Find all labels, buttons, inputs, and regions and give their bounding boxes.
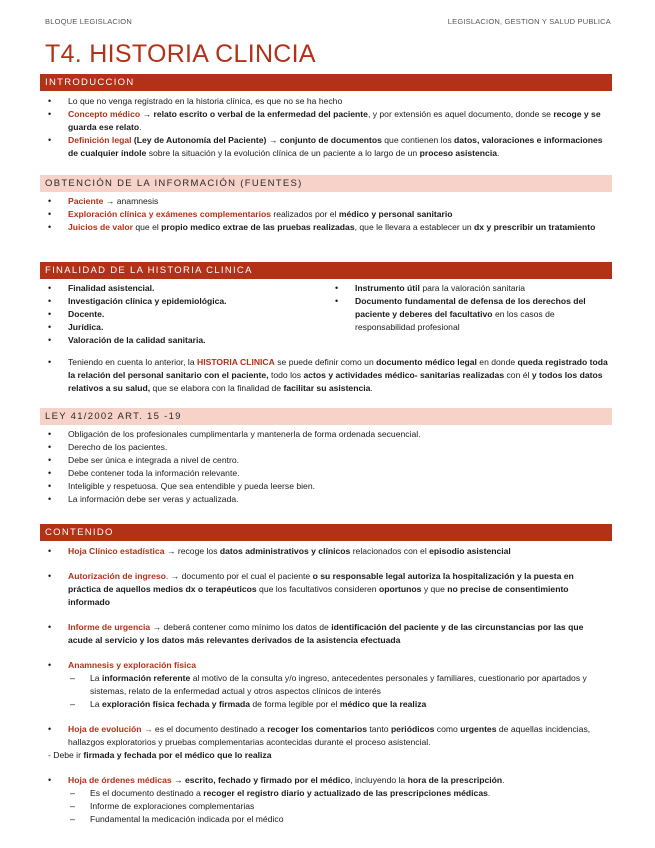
- list-item: • Concepto médico → relato escrito o verbal de la enfermedad del paciente, y por extensión es aquel documento, donde se recoge y se guarda ese relato.: [48, 109, 601, 132]
- arrow-icon: →: [143, 724, 153, 734]
- arrow-icon: →: [142, 109, 152, 119]
- arrow-icon: →: [170, 571, 180, 581]
- list-item: • Juicios de valor que el propio medico extrae de las pruebas realizadas, que le llevara a establecer un dx y prescribir un tratamiento: [48, 222, 596, 232]
- sub-list-item: – La información referente al motivo de la consulta y/o ingreso, antecedentes personales y familiares, cuestionario por apartados y sistemas, relato de la enfermedad actual y otros aspectos clínicos de interés: [70, 673, 587, 696]
- sub-list-item: – Fundamental la medicación indicada por el médico: [70, 814, 284, 824]
- list-item: • Debe ser única e integrada a nivel de centro.: [48, 455, 240, 465]
- bullet-icon: •: [48, 296, 52, 306]
- bullet-icon: •: [48, 494, 52, 504]
- bullet-icon: •: [48, 196, 52, 206]
- bullet-icon: •: [48, 96, 52, 106]
- list-item: • Hoja Clínico estadística → recoge los datos administrativos y clínicos relacionados con el episodio asistencial: [48, 546, 511, 556]
- list-item: - Debe ir firmada y fechada por el médico que lo realiza: [48, 750, 272, 760]
- arrow-icon: →: [174, 775, 183, 785]
- list-item: • Derecho de los pacientes.: [48, 442, 168, 452]
- dash-icon: –: [70, 788, 76, 798]
- arrow-icon: →: [268, 135, 278, 145]
- section-heading-finalidad: FINALIDAD DE LA HISTORIA CLINICA: [40, 262, 612, 279]
- sub-list-item: – Informe de exploraciones complementarias: [70, 801, 255, 811]
- list-item: • Documento fundamental de defensa de los derechos del paciente y deberes del facultativo en los casos de responsabilidad profesional: [335, 296, 586, 332]
- dash-icon: –: [70, 801, 76, 811]
- list-item: • Jurídica.: [48, 322, 104, 332]
- list-item: • Finalidad asistencial.: [48, 283, 155, 293]
- bullet-icon: •: [335, 283, 339, 293]
- list-item: • Investigación clínica y epidemiológica.: [48, 296, 227, 306]
- list-item: • Exploración clínica y exámenes complementarios realizados por el médico y personal sanitario: [48, 209, 453, 219]
- finalidad-right-list: [335, 282, 607, 334]
- arrow-icon: →: [152, 622, 162, 632]
- dash-icon: –: [70, 699, 76, 709]
- bullet-icon: •: [48, 442, 52, 452]
- list-item: • Hoja de órdenes médicas → escrito, fechado y firmado por el médico, incluyendo la hora de la prescripción.: [48, 775, 505, 785]
- bullet-icon: •: [48, 468, 52, 478]
- list-item: • Hoja de evolución → es el documento destinado a recoger los comentarios tanto periódicos como urgentes de aquellas incidencias, hallazgos exploratorios y pruebas complementarias acontecidas durante el proceso asistencial.: [48, 724, 591, 747]
- bullet-icon: •: [48, 481, 52, 491]
- list-item: • Informe de urgencia → deberá contener como mínimo los datos de identificación del paciente y de las circunstancias por las que acude al servicio y los datos más relevantes derivados de la asistencia efectuada: [48, 622, 584, 645]
- contenido-list: [48, 545, 608, 826]
- bullet-icon: •: [48, 335, 52, 345]
- bullet-icon: •: [48, 135, 52, 145]
- list-item: • Valoración de la calidad sanitaria.: [48, 335, 206, 345]
- arrow-icon: →: [166, 546, 176, 556]
- list-item: • Instrumento útil para la valoración sanitaria: [335, 283, 526, 293]
- bullet-icon: •: [48, 429, 52, 439]
- running-header-right: LEGISLACION, GESTION Y SALUD PUBLICA: [447, 17, 611, 26]
- bullet-icon: •: [48, 724, 52, 734]
- finalidad-paragraph: [48, 356, 608, 395]
- bullet-icon: •: [48, 571, 52, 581]
- list-item: • Lo que no venga registrado en la historia clínica, es que no se ha hecho: [48, 96, 343, 106]
- bullet-icon: •: [48, 283, 52, 293]
- bullet-icon: •: [48, 546, 52, 556]
- section-heading-obtencion: OBTENCIÓN DE LA INFORMACIÓN (FUENTES): [40, 175, 612, 192]
- bullet-icon: •: [48, 109, 52, 119]
- arrow-icon: →: [105, 196, 115, 206]
- bullet-icon: •: [48, 660, 52, 670]
- list-item: • Anamnesis y exploración física: [48, 660, 197, 670]
- finalidad-left-list: [48, 282, 318, 347]
- bullet-icon: •: [48, 357, 52, 367]
- bullet-icon: •: [335, 296, 339, 306]
- page-title: T4. HISTORIA CLINCIA: [45, 40, 316, 68]
- obtencion-list: [48, 195, 608, 234]
- list-item: • La información debe ser veras y actualizada.: [48, 494, 239, 504]
- intro-list: [48, 95, 608, 160]
- section-heading-ley: LEY 41/2002 ART. 15 -19: [40, 408, 612, 425]
- list-item: • Debe contener toda la información relevante.: [48, 468, 240, 478]
- section-heading-introduccion: INTRODUCCION: [40, 74, 612, 91]
- sub-list-item: – Es el documento destinado a recoger el registro diario y actualizado de las prescripciones médicas.: [70, 788, 491, 798]
- bullet-icon: •: [48, 222, 52, 232]
- bullet-icon: •: [48, 322, 52, 332]
- list-item: • Definición legal (Ley de Autonomía del Paciente) → conjunto de documentos que contienen los datos, valoraciones e informaciones de cualquier índole sobre la situación y la evolución clínica de un paciente a lo largo de un proceso asistencia.: [48, 135, 603, 158]
- bullet-icon: •: [48, 455, 52, 465]
- bullet-icon: •: [48, 775, 52, 785]
- running-header-left: BLOQUE LEGISLACION: [45, 17, 132, 26]
- list-item: • Teniendo en cuenta lo anterior, la HISTORIA CLINICA se puede definir como un documento médico legal en donde queda registrado toda la relación del personal sanitario con el paciente, todo los actos y actividades médico- sanitarias realizadas con él y todos los datos relativos a su salud, que se elabora con la finalidad de facilitar su asistencia.: [48, 357, 608, 393]
- sub-list-item: – La exploración física fechada y firmada de forma legible por el médico que la realiza: [70, 699, 427, 709]
- ley-list: [48, 428, 608, 506]
- section-heading-contenido: CONTENIDO: [40, 524, 612, 541]
- bullet-icon: •: [48, 622, 52, 632]
- bullet-icon: •: [48, 209, 52, 219]
- list-item: • Docente.: [48, 309, 105, 319]
- dash-icon: –: [70, 673, 76, 683]
- bullet-icon: •: [48, 309, 52, 319]
- list-item: • Obligación de los profesionales cumplimentarla y mantenerla de forma ordenada secuencial.: [48, 429, 421, 439]
- list-item: • Inteligible y respetuosa. Que sea entendible y pueda leerse bien.: [48, 481, 315, 491]
- list-item: • Paciente → anamnesis: [48, 196, 159, 206]
- list-item: • Autorización de ingreso. → documento por el cual el paciente o su responsable legal autoriza la hospitalización y la puesta en práctica de aquellos medios dx o terapéuticos que los facultativos consideren oportunos y que no precise de consentimiento informado: [48, 571, 574, 607]
- dash-icon: –: [70, 814, 76, 824]
